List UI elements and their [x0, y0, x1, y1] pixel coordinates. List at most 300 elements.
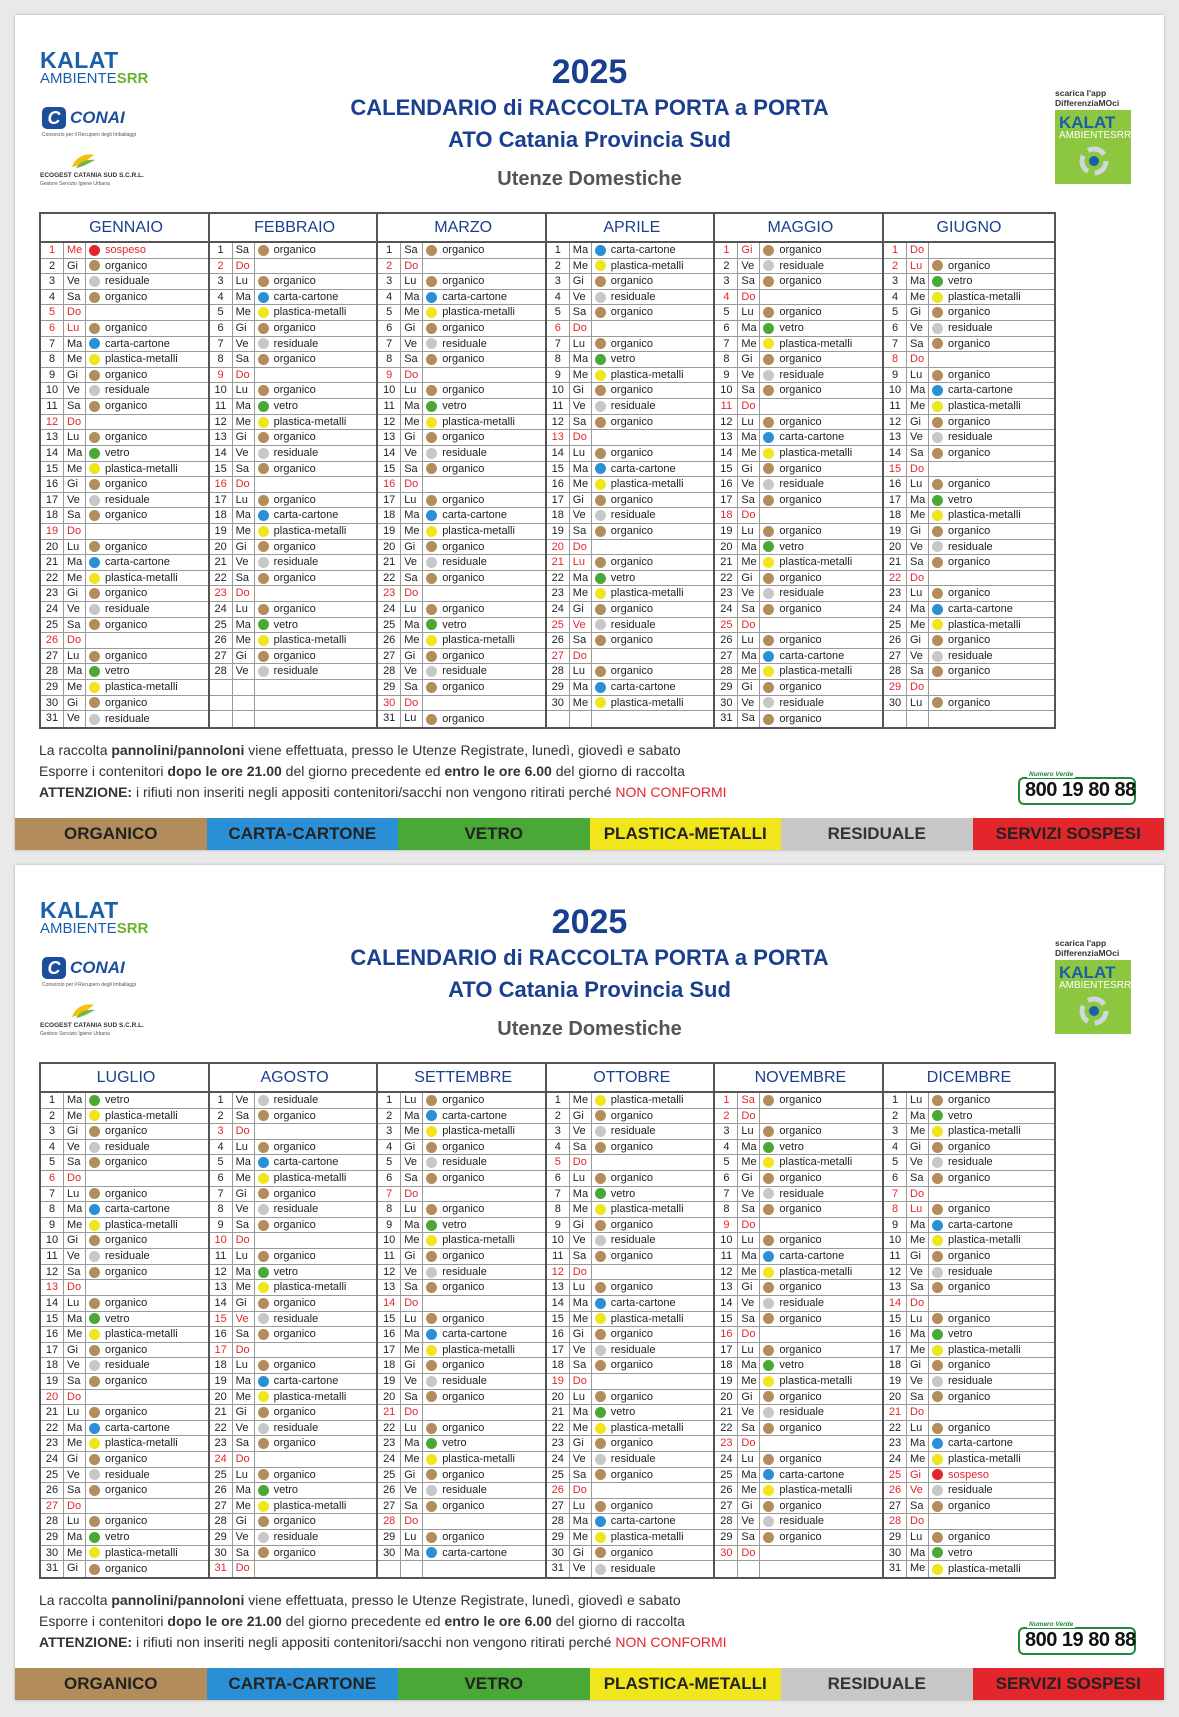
- day-row: 26 Do: [41, 633, 211, 649]
- service-label: residuale: [948, 1484, 993, 1497]
- month-luglio: [39, 1062, 213, 1579]
- waste-dot-icon: [763, 1251, 774, 1262]
- waste-dot-icon: [595, 1298, 606, 1309]
- day-row: 7 Gi organico: [210, 1187, 380, 1203]
- waste-dot-icon: [932, 448, 943, 459]
- service-label: vetro: [779, 1359, 804, 1372]
- waste-dot-icon: [426, 1142, 437, 1153]
- day-row: 4 Ve residuale: [547, 290, 717, 306]
- waste-dot-icon: [258, 463, 269, 474]
- ecogest-sub: Gestore Servizio Igiene Urbana: [40, 181, 110, 187]
- app-logo-line2: AMBIENTESRR: [1059, 980, 1132, 991]
- day-row: 24 Ve residuale: [41, 602, 211, 618]
- service-label: organico: [610, 1328, 653, 1341]
- waste-dot-icon: [932, 370, 943, 381]
- service-label: organico: [779, 1421, 822, 1434]
- day-row: 9 Do: [715, 1218, 885, 1234]
- legend-residuale: RESIDUALE: [781, 1668, 973, 1700]
- waste-dot-icon: [258, 1095, 269, 1106]
- day-row: 22 Lu organico: [884, 1421, 1054, 1437]
- day-row: 22 Lu organico: [378, 1421, 548, 1437]
- waste-dot-icon: [595, 495, 606, 506]
- waste-dot-icon: [258, 1204, 269, 1215]
- waste-dot-icon: [932, 1376, 943, 1387]
- day-row: 17 Ve residuale: [547, 1343, 717, 1359]
- day-row: 27 Lu organico: [547, 1499, 717, 1515]
- service-label: organico: [105, 1406, 148, 1419]
- day-row: 27 Gi organico: [210, 649, 380, 665]
- waste-dot-icon: [932, 697, 943, 708]
- day-row: 6 Ve residuale: [884, 321, 1054, 337]
- day-row: 29 Lu organico: [378, 1530, 548, 1546]
- day-row: 25 Ve residuale: [41, 1468, 211, 1484]
- service-label: residuale: [442, 1156, 487, 1169]
- day-row: 2 Ve residuale: [715, 259, 885, 275]
- service-label: organico: [273, 1296, 316, 1309]
- waste-dot-icon: [426, 1391, 437, 1402]
- service-label: organico: [442, 1094, 485, 1106]
- service-label: organico: [948, 1312, 991, 1325]
- day-row: 12 Gi organico: [884, 415, 1054, 431]
- day-row: 11 Me plastica-metalli: [884, 399, 1054, 415]
- day-row: 12 Me plastica-metalli: [715, 1265, 885, 1281]
- waste-dot-icon: [89, 1110, 100, 1121]
- day-row: 9 Ve residuale: [715, 368, 885, 384]
- recycle-icon: [1077, 144, 1111, 178]
- service-label: residuale: [105, 1140, 150, 1153]
- waste-dot-icon: [932, 526, 943, 537]
- waste-dot-icon: [258, 651, 269, 662]
- day-row: 5 Gi organico: [884, 305, 1054, 321]
- waste-dot-icon: [595, 1095, 606, 1106]
- day-row: 16 Ma vetro: [884, 1327, 1054, 1343]
- service-label: plastica-metalli: [779, 1374, 853, 1387]
- day-row: 27 Do: [547, 649, 717, 665]
- legend-vetro: VETRO: [398, 818, 590, 850]
- waste-dot-icon: [932, 1142, 943, 1153]
- day-row: 7 Sa organico: [884, 337, 1054, 353]
- waste-dot-icon: [932, 1173, 943, 1184]
- month-title: MARZO: [378, 214, 548, 243]
- service-label: plastica-metalli: [273, 306, 347, 319]
- waste-dot-icon: [258, 432, 269, 443]
- day-row: 12 Me plastica-metalli: [378, 415, 548, 431]
- waste-dot-icon: [258, 1188, 269, 1199]
- service-label: organico: [779, 681, 822, 694]
- service-label: plastica-metalli: [948, 618, 1021, 631]
- day-row: 27 Do: [41, 1499, 211, 1515]
- service-label: organico: [105, 618, 148, 631]
- day-row: 25 Gi organico: [378, 1468, 548, 1484]
- day-row: 29 Do: [884, 680, 1054, 696]
- day-row: 23 Do: [378, 586, 548, 602]
- day-row: 11 Sa organico: [547, 1249, 717, 1265]
- numero-verde: [1013, 1621, 1141, 1658]
- recycle-icon: [1077, 994, 1111, 1028]
- waste-dot-icon: [763, 354, 774, 365]
- day-row: 9 Ma vetro: [378, 1218, 548, 1234]
- service-label: residuale: [610, 1453, 656, 1466]
- service-label: residuale: [948, 322, 993, 335]
- service-label: organico: [779, 244, 822, 256]
- waste-dot-icon: [932, 338, 943, 349]
- day-row: 14 Ve residuale: [715, 1296, 885, 1312]
- waste-dot-icon: [595, 1142, 606, 1153]
- day-row: [210, 711, 380, 727]
- waste-dot-icon: [258, 417, 269, 428]
- day-row: 26 Sa organico: [547, 633, 717, 649]
- day-row: 18 Gi organico: [884, 1358, 1054, 1374]
- app-promo: [1055, 938, 1135, 1034]
- waste-dot-icon: [763, 1407, 774, 1418]
- day-row: 15 Sa organico: [210, 462, 380, 478]
- month-marzo: [376, 212, 550, 729]
- service-label: organico: [442, 540, 485, 553]
- service-label: plastica-metalli: [105, 681, 178, 694]
- service-label: vetro: [610, 571, 636, 584]
- service-label: organico: [610, 1499, 653, 1512]
- service-label: organico: [273, 1218, 316, 1231]
- day-row: 15 Lu organico: [884, 1312, 1054, 1328]
- service-label: organico: [105, 290, 148, 303]
- service-label: organico: [610, 1109, 653, 1122]
- waste-dot-icon: [258, 354, 269, 365]
- day-row: 18 Ve residuale: [41, 1358, 211, 1374]
- service-label: plastica-metalli: [948, 1453, 1021, 1466]
- waste-dot-icon: [89, 1438, 100, 1449]
- waste-dot-icon: [258, 526, 269, 537]
- service-label: residuale: [610, 290, 656, 303]
- day-row: 20 Sa organico: [378, 1390, 548, 1406]
- day-row: 4 Sa organico: [547, 1140, 717, 1156]
- day-row: 15 Me plastica-metalli: [547, 1312, 717, 1328]
- day-row: 8 Ve residuale: [210, 1202, 380, 1218]
- day-row: 19 Lu organico: [715, 524, 885, 540]
- service-label: plastica-metalli: [779, 337, 853, 350]
- service-label: residuale: [610, 1234, 656, 1247]
- day-row: 8 Gi organico: [715, 352, 885, 368]
- waste-dot-icon: [89, 401, 100, 412]
- waste-dot-icon: [89, 1142, 100, 1153]
- day-row: 22 Gi organico: [715, 571, 885, 587]
- service-label: residuale: [779, 587, 825, 600]
- service-label: organico: [442, 1359, 485, 1372]
- service-label: organico: [948, 1250, 991, 1263]
- day-row: 28 Ve residuale: [715, 1514, 885, 1530]
- service-label: residuale: [610, 1125, 656, 1138]
- waste-dot-icon: [89, 588, 100, 599]
- service-label: organico: [948, 696, 991, 709]
- service-label: organico: [105, 400, 148, 413]
- day-row: 24 Gi organico: [547, 602, 717, 618]
- waste-dot-icon: [595, 292, 606, 303]
- waste-dot-icon: [426, 1438, 437, 1449]
- waste-dot-icon: [932, 1345, 943, 1356]
- service-label: residuale: [779, 1406, 825, 1419]
- day-row: 23 Ve residuale: [715, 586, 885, 602]
- service-label: organico: [779, 1531, 822, 1544]
- service-label: organico: [273, 1328, 316, 1341]
- day-row: 17 Lu organico: [378, 493, 548, 509]
- waste-dot-icon: [932, 1204, 943, 1215]
- day-row: 8 Lu organico: [884, 1202, 1054, 1218]
- day-row: 28 Me plastica-metalli: [715, 664, 885, 680]
- waste-dot-icon: [89, 1516, 100, 1527]
- service-label: organico: [442, 1281, 485, 1294]
- subtitle-area: ATO Catania Provincia Sud: [448, 127, 731, 152]
- service-label: organico: [273, 322, 316, 335]
- service-label: organico: [948, 337, 991, 350]
- waste-dot-icon: [595, 666, 606, 677]
- day-row: 26 Ma vetro: [210, 1483, 380, 1499]
- waste-dot-icon: [258, 307, 269, 318]
- service-label: residuale: [442, 337, 487, 350]
- service-label: organico: [273, 275, 316, 288]
- waste-dot-icon: [426, 245, 437, 256]
- legend-residuale: RESIDUALE: [781, 818, 973, 850]
- day-row: 8 Lu organico: [378, 1202, 548, 1218]
- waste-dot-icon: [426, 1345, 437, 1356]
- service-label: organico: [779, 493, 822, 506]
- service-label: organico: [273, 1546, 316, 1559]
- service-label: residuale: [442, 556, 487, 569]
- day-row: 14 Ma carta-cartone: [547, 1296, 717, 1312]
- waste-dot-icon: [258, 557, 269, 568]
- day-row: 13 Do: [41, 1280, 211, 1296]
- kalat-logo-line1: KALAT: [40, 47, 119, 73]
- service-label: organico: [442, 681, 485, 694]
- waste-dot-icon: [763, 1126, 774, 1137]
- service-label: residuale: [105, 1359, 150, 1372]
- service-label: plastica-metalli: [610, 1531, 684, 1544]
- waste-dot-icon: [258, 1282, 269, 1293]
- waste-dot-icon: [426, 385, 437, 396]
- day-row: 1 Sa organico: [210, 243, 380, 259]
- day-row: 25 Lu organico: [210, 1468, 380, 1484]
- legend-bar: [15, 1668, 1164, 1700]
- day-row: 24 Lu organico: [378, 602, 548, 618]
- day-row: 29 Lu organico: [884, 1530, 1054, 1546]
- day-row: 17 Lu organico: [715, 1343, 885, 1359]
- waste-dot-icon: [258, 292, 269, 303]
- year: 2025: [551, 903, 628, 941]
- day-row: 27 Ve residuale: [884, 649, 1054, 665]
- day-row: 4 Sa organico: [41, 290, 211, 306]
- service-label: plastica-metalli: [610, 1312, 684, 1325]
- service-label: residuale: [610, 618, 656, 631]
- waste-dot-icon: [258, 1298, 269, 1309]
- waste-dot-icon: [932, 1360, 943, 1371]
- waste-dot-icon: [426, 1220, 437, 1231]
- day-row: 8 Do: [884, 352, 1054, 368]
- waste-dot-icon: [258, 1516, 269, 1527]
- service-label: vetro: [273, 400, 299, 413]
- service-label: residuale: [610, 400, 656, 413]
- day-row: 3 Sa organico: [715, 274, 885, 290]
- day-row: 7 Ve residuale: [715, 1187, 885, 1203]
- app-text2: DifferenziaMOci: [1055, 98, 1120, 108]
- service-label: residuale: [779, 259, 825, 272]
- waste-dot-icon: [595, 604, 606, 615]
- service-label: carta-cartone: [610, 462, 676, 475]
- service-label: organico: [948, 665, 991, 678]
- day-row: 4 Do: [715, 290, 885, 306]
- service-label: organico: [273, 1437, 316, 1450]
- day-row: 14 Lu organico: [547, 446, 717, 462]
- waste-dot-icon: [763, 682, 774, 693]
- leaf-icon: [70, 153, 96, 169]
- waste-dot-icon: [89, 1564, 100, 1575]
- service-label: plastica-metalli: [610, 478, 684, 491]
- waste-dot-icon: [763, 245, 774, 256]
- day-row: 19 Do: [41, 524, 211, 540]
- service-label: plastica-metalli: [442, 1234, 515, 1247]
- day-row: 12 Sa organico: [547, 415, 717, 431]
- day-row: 6 Sa organico: [378, 1171, 548, 1187]
- waste-dot-icon: [932, 495, 943, 506]
- service-label: carta-cartone: [273, 1156, 339, 1169]
- day-row: 12 Lu organico: [715, 415, 885, 431]
- waste-dot-icon: [258, 619, 269, 630]
- service-label: vetro: [273, 1484, 299, 1497]
- day-row: 10 Lu organico: [378, 383, 548, 399]
- day-row: 11 Ma vetro: [210, 399, 380, 415]
- conai-mark-icon: C: [42, 107, 66, 129]
- day-row: 25 Gi sospeso: [884, 1468, 1054, 1484]
- waste-dot-icon: [932, 619, 943, 630]
- day-row: 3 Lu organico: [715, 1124, 885, 1140]
- day-row: 11 Lu organico: [210, 1249, 380, 1265]
- waste-dot-icon: [595, 1564, 606, 1575]
- day-row: 9 Ma carta-cartone: [884, 1218, 1054, 1234]
- day-row: 31 Me plastica-metalli: [884, 1561, 1054, 1577]
- day-row: 17 Me plastica-metalli: [884, 1343, 1054, 1359]
- service-label: organico: [273, 571, 316, 584]
- service-label: organico: [948, 1140, 991, 1153]
- day-row: 9 Me plastica-metalli: [547, 368, 717, 384]
- leaf-icon: [70, 1003, 96, 1019]
- waste-dot-icon: [932, 541, 943, 552]
- notes: La raccolta pannolini/pannoloni viene effettuata, presso le Utenze Registrate, lunedì, giovedì e sabato Esporre i contenitori dopo le ore 21.00 del giorno precedente ed entro le ore 6.00 del giorno di raccolta ATTENZIONE: i rifiuti non inseriti negli appositi contenitori/sacchi non vengono ritirati perché NON CONFORMI: [39, 742, 727, 800]
- day-row: 15 Sa organico: [378, 462, 548, 478]
- day-row: 24 Ma carta-cartone: [884, 602, 1054, 618]
- day-row: 25 Ve residuale: [547, 618, 717, 634]
- day-row: 27 Gi organico: [378, 649, 548, 665]
- day-row: 23 Ma vetro: [378, 1436, 548, 1452]
- day-row: 31 Gi organico: [41, 1561, 211, 1577]
- service-label: vetro: [105, 446, 130, 459]
- day-row: 24 Gi organico: [41, 1452, 211, 1468]
- day-row: 14 Sa organico: [884, 446, 1054, 462]
- day-row: 31 Sa organico: [715, 711, 885, 727]
- day-row: 1 Do: [884, 243, 1054, 259]
- service-label: organico: [273, 1468, 316, 1481]
- day-row: 6 Me plastica-metalli: [210, 1171, 380, 1187]
- day-row: 3 Me plastica-metalli: [884, 1124, 1054, 1140]
- waste-dot-icon: [89, 604, 100, 615]
- waste-dot-icon: [763, 697, 774, 708]
- day-row: 14 Do: [884, 1296, 1054, 1312]
- waste-dot-icon: [595, 1360, 606, 1371]
- service-label: vetro: [442, 1218, 467, 1231]
- waste-dot-icon: [595, 588, 606, 599]
- day-row: 31 Ve residuale: [547, 1561, 717, 1577]
- day-row: 17 Sa organico: [715, 493, 885, 509]
- day-row: 20 Sa organico: [884, 1390, 1054, 1406]
- waste-dot-icon: [763, 604, 774, 615]
- service-label: plastica-metalli: [273, 1390, 347, 1403]
- day-row: 18 Do: [715, 508, 885, 524]
- waste-dot-icon: [258, 1329, 269, 1340]
- app-logo-line2: AMBIENTESRR: [1059, 130, 1132, 141]
- waste-dot-icon: [763, 1282, 774, 1293]
- day-row: 31 Lu organico: [378, 711, 548, 727]
- day-row: 5 Sa organico: [547, 305, 717, 321]
- waste-dot-icon: [89, 1267, 100, 1278]
- day-row: 5 Me plastica-metalli: [210, 305, 380, 321]
- day-row: 14 Lu organico: [41, 1296, 211, 1312]
- service-label: residuale: [105, 712, 150, 725]
- service-label: vetro: [442, 618, 467, 631]
- waste-dot-icon: [932, 1251, 943, 1262]
- waste-dot-icon: [89, 1407, 100, 1418]
- day-row: 18 Sa organico: [547, 1358, 717, 1374]
- waste-dot-icon: [763, 651, 774, 662]
- waste-dot-icon: [258, 1251, 269, 1262]
- waste-dot-icon: [763, 1298, 774, 1309]
- day-row: 15 Do: [884, 462, 1054, 478]
- service-label: organico: [105, 322, 148, 335]
- service-label: organico: [610, 1359, 653, 1372]
- service-label: residuale: [779, 478, 825, 491]
- day-row: 24 Me plastica-metalli: [884, 1452, 1054, 1468]
- service-label: organico: [610, 306, 653, 319]
- day-row: 11 Ma vetro: [378, 399, 548, 415]
- title: CALENDARIO di RACCOLTA PORTA a PORTA: [350, 95, 829, 120]
- waste-dot-icon: [763, 1376, 774, 1387]
- waste-dot-icon: [89, 495, 100, 506]
- waste-dot-icon: [763, 448, 774, 459]
- legend-carta-cartone: CARTA-CARTONE: [207, 1668, 399, 1700]
- day-row: 25 Ma vetro: [210, 618, 380, 634]
- waste-dot-icon: [426, 1313, 437, 1324]
- day-row: 29 Sa organico: [378, 680, 548, 696]
- service-label: plastica-metalli: [779, 1484, 853, 1497]
- day-row: 1 Me sospeso: [41, 243, 211, 259]
- waste-dot-icon: [763, 1142, 774, 1153]
- waste-dot-icon: [89, 666, 100, 677]
- waste-dot-icon: [426, 1532, 437, 1543]
- day-row: 29 Gi organico: [715, 680, 885, 696]
- service-label: residuale: [273, 556, 319, 569]
- service-label: organico: [273, 1140, 316, 1153]
- day-row: 2 Do: [210, 259, 380, 275]
- numero-verde-label: Numero Verde: [1029, 771, 1074, 778]
- waste-dot-icon: [89, 697, 100, 708]
- waste-dot-icon: [258, 573, 269, 584]
- service-label: plastica-metalli: [105, 1437, 178, 1450]
- service-label: organico: [105, 1265, 148, 1278]
- service-label: organico: [442, 1203, 485, 1216]
- service-label: plastica-metalli: [273, 1281, 347, 1294]
- service-label: plastica-metalli: [948, 290, 1021, 303]
- day-row: 3 Gi organico: [547, 274, 717, 290]
- waste-dot-icon: [258, 1173, 269, 1184]
- service-label: organico: [273, 1406, 316, 1419]
- day-row: 26 Lu organico: [715, 633, 885, 649]
- waste-dot-icon: [258, 666, 269, 677]
- waste-dot-icon: [763, 338, 774, 349]
